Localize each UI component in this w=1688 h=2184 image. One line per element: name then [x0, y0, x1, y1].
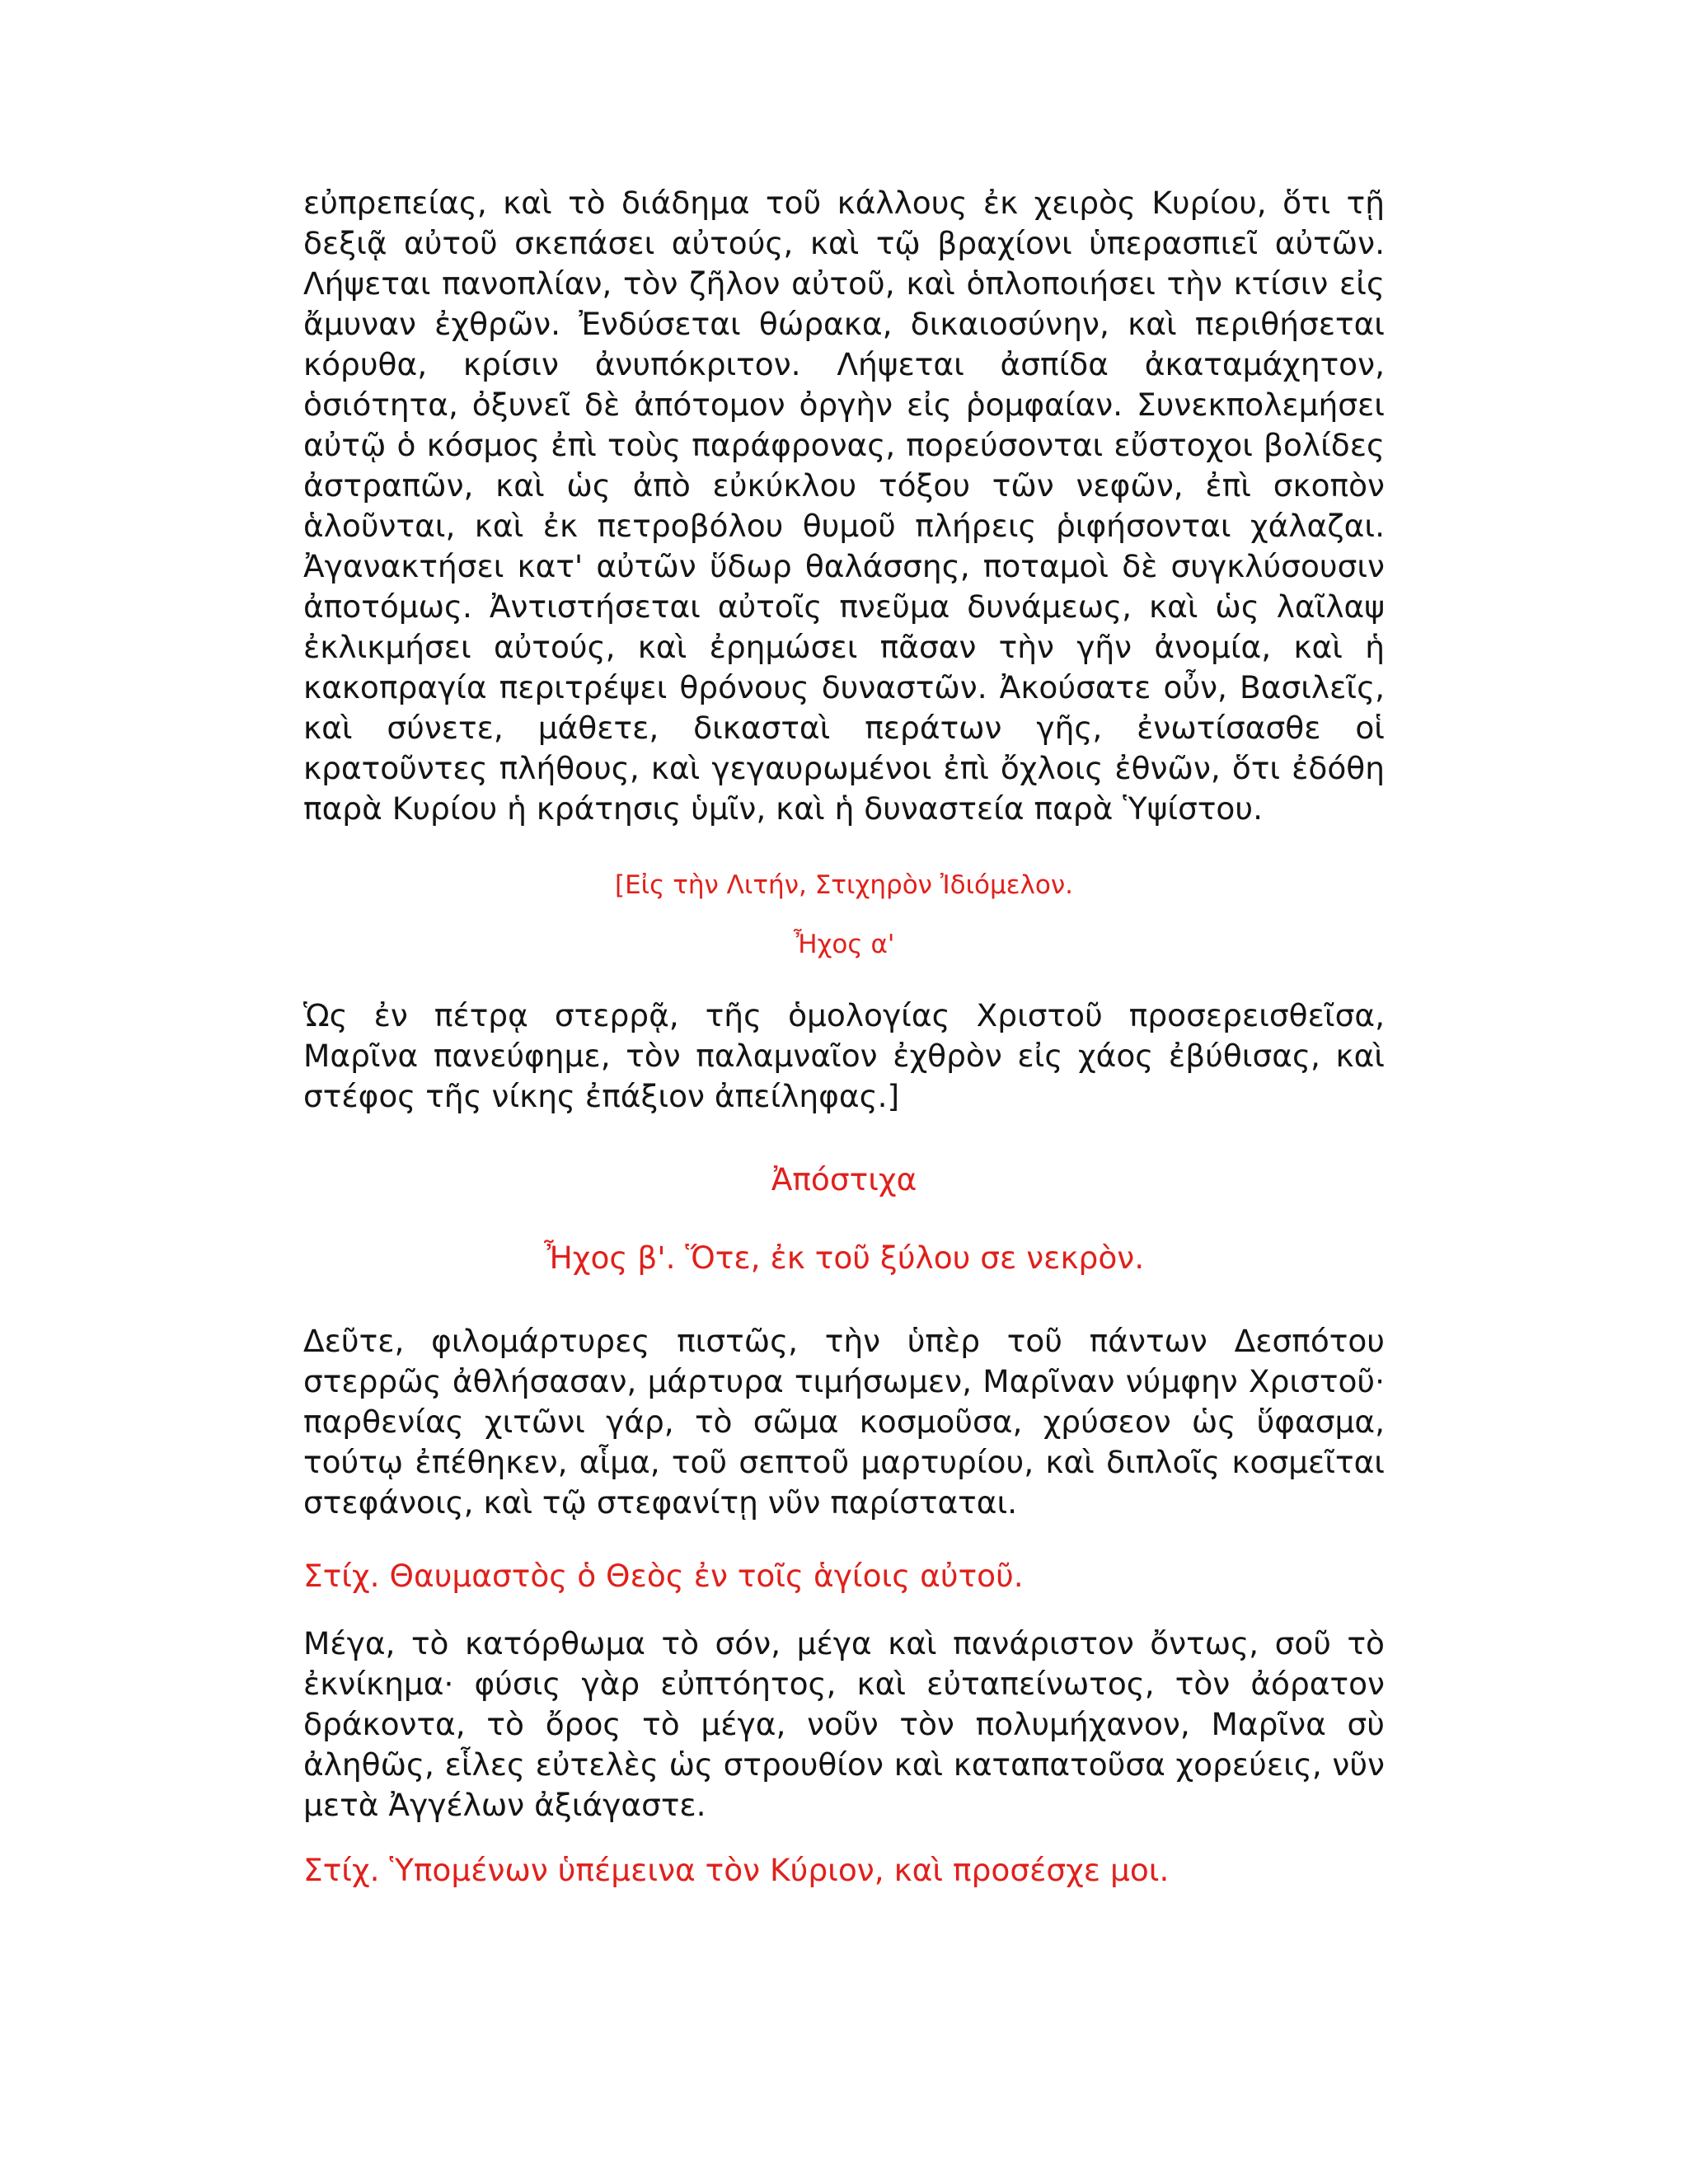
rubric-heading-lite: [Εἰς τὴν Λιτήν, Στιχηρὸν Ἰδιόμελον. [614, 870, 1073, 900]
rubric-heading-echos: Ἦχος α' [793, 930, 895, 959]
rubric-heading-aposticha: Ἀπόστιχα [771, 1161, 917, 1197]
stichos-verse: Στίχ. Ὑπομένων ὑπέμεινα τὸν Κύριον, καὶ προσέσχε μοι. [303, 1852, 1170, 1888]
body-paragraph: Δεῦτε, φιλομάρτυρες πιστῶς, τὴν ὑπὲρ τοῦ πάντων Δεσπότου στερρῶς ἀθλήσασαν, μάρτυρα τιμήσωμεν, Μαρῖναν νύμφην Χριστοῦ· παρθενίας χιτῶνι γάρ, τὸ σῶμα κοσμοῦσα, χρύσεον ὡς ὕφασμα, τούτῳ ἐπέθηκεν, αἷμα, τοῦ σεπτοῦ μαρτυρίου, καὶ διπλοῖς κοσμεῖται στεφάνοις, καὶ τῷ στεφανίτῃ νῦν παρίσταται. [303, 1323, 1385, 1521]
stichos-verse: Στίχ. Θαυμαστὸς ὁ Θεὸς ἐν τοῖς ἁγίοις αὐτοῦ. [303, 1558, 1024, 1594]
body-paragraph: Μέγα, τὸ κατόρθωμα τὸ σόν, μέγα καὶ πανάριστον ὄντως, σοῦ τὸ ἐκνίκημα· φύσις γὰρ εὐπτόητος, καὶ εὐταπείνωτος, τὸν ἀόρατον δράκοντα, τὸ ὄρος τὸ μέγα, νοῦν τὸν πολυμήχανον, Μαρῖνα σὺ ἀληθῶς, εἷλες εὐτελὲς ὡς στρουθίον καὶ καταπατοῦσα χορεύεις, νῦν μετὰ Ἀγγέλων ἀξιάγαστε. [303, 1625, 1385, 1823]
body-paragraph: Ὡς ἐν πέτρᾳ στερρᾷ, τῆς ὁμολογίας Χριστοῦ προσερεισθεῖσα, Μαρῖνα πανεύφημε, τὸν παλαμναῖον ἐχθρὸν εἰς χάος ἐβύθισας, καὶ στέφος τῆς νίκης ἐπάξιον ἀπείληφας.] [303, 997, 1385, 1114]
document-page [303, 183, 1385, 1891]
body-paragraph: εὐπρεπείας, καὶ τὸ διάδημα τοῦ κάλλους ἐκ χειρὸς Κυρίου, ὅτι τῇ δεξιᾷ αὐτοῦ σκεπάσει αὐτούς, καὶ τῷ βραχίονι ὑπερασπιεῖ αὐτῶν. Λήψεται πανοπλίαν, τὸν ζῆλον αὐτοῦ, καὶ ὁπλοποιήσει τὴν κτίσιν εἰς ἄμυναν ἐχθρῶν. Ἐνδύσεται θώρακα, δικαιοσύνην, καὶ περιθήσεται κόρυθα, κρίσιν ἀνυπόκριτον. Λήψεται ἀσπίδα ἀκαταμάχητον, ὁσιότητα, ὀξυνεῖ δὲ ἀπότομον ὀργὴν εἰς ῥομφαίαν. Συνεκπολεμήσει αὐτῷ ὁ κόσμος ἐπὶ τοὺς παράφρονας, πορεύσονται εὔστοχοι βολίδες ἀστραπῶν, καὶ ὡς ἀπὸ εὐκύκλου τόξου τῶν νεφῶν, ἐπὶ σκοπὸν ἁλοῦνται, καὶ ἐκ πετροβόλου θυμοῦ πλήρεις ῥιφήσονται χάλαζαι. Ἀγανακτήσει κατ' αὐτῶν ὕδωρ θαλάσσης, ποταμοὶ δὲ συγκλύσουσιν ἀποτόμως. Ἀντιστήσεται αὐτοῖς πνεῦμα δυνάμεως, καὶ ὡς λαῖλαψ ἐκλικμήσει αὐτούς, καὶ ἐρημώσει πᾶσαν τὴν γῆν ἀνομία, καὶ ἡ κακοπραγία περιτρέψει θρόνους δυναστῶν. Ἀκούσατε οὖν, Βασιλεῖς, καὶ σύνετε, μάθετε, δικασταὶ περάτων γῆς, ἐνωτίσασθε οἱ κρατοῦντες πλήθους, καὶ γεγαυρωμένοι ἐπὶ ὄχλοις ἐθνῶν, ὅτι ἐδόθη παρὰ Κυρίου ἡ κράτησις ὑμῖν, καὶ ἡ δυναστεία παρὰ Ὑψίστου. [303, 185, 1385, 827]
rubric-heading-echos: Ἦχος β'. Ὅτε, ἐκ τοῦ ξύλου σε νεκρὸν. [543, 1240, 1145, 1276]
